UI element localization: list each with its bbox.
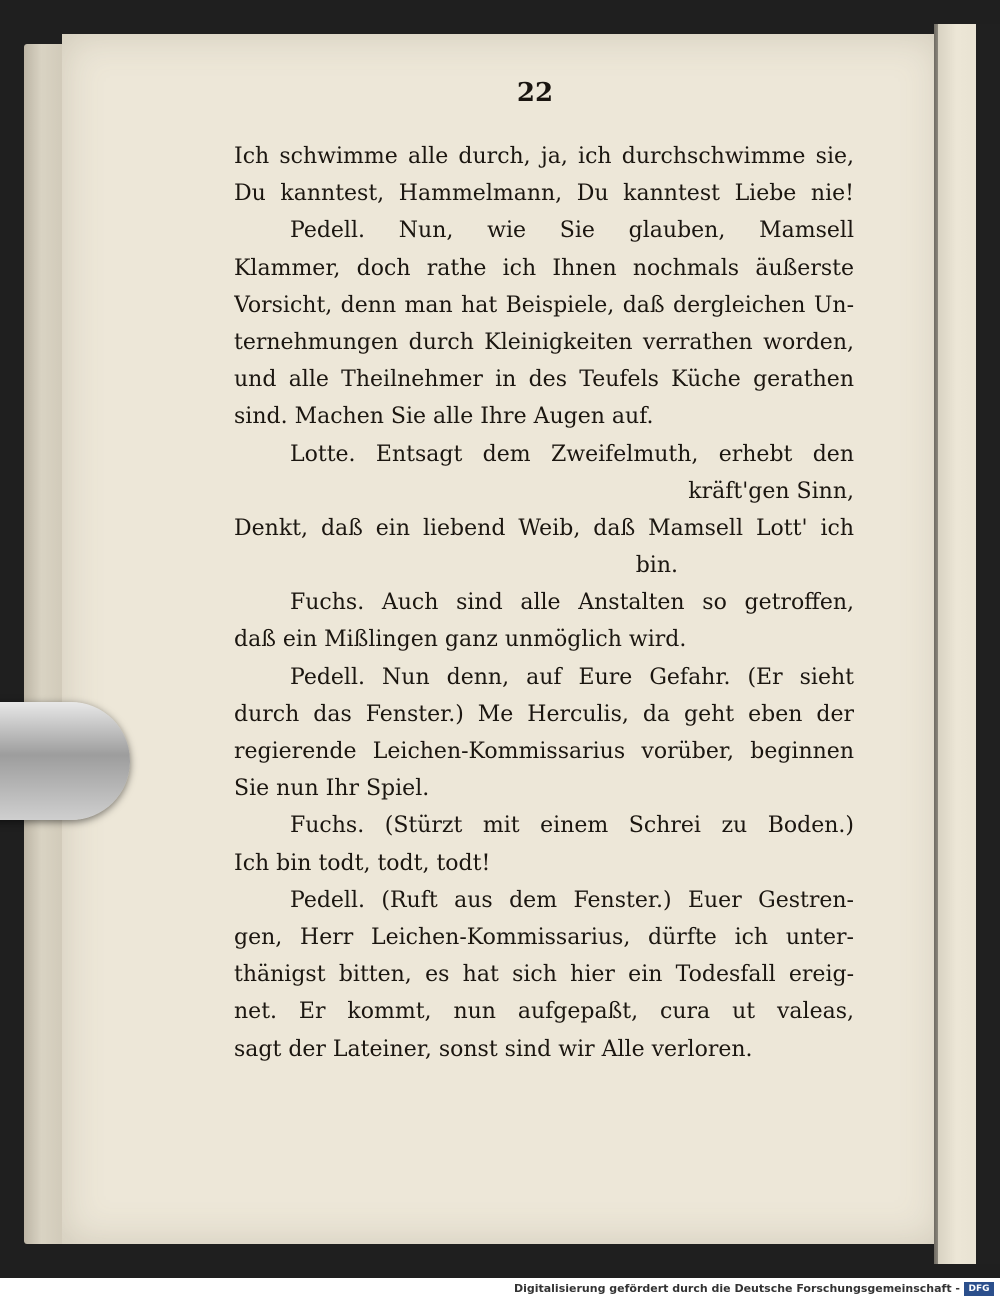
text-line: Pedell. (Ruft aus dem Fenster.) Euer Gestren-: [290, 887, 854, 913]
text-line: regierende Leichen-Kommissarius vorüber, beginnen: [234, 739, 854, 764]
text-line: Klammer, doch rathe ich Ihnen nochmals äußerste: [234, 255, 854, 281]
text-line: Ich bin todt, todt, todt!: [234, 850, 491, 876]
page-text: [234, 138, 854, 1068]
text-line: daß ein Mißlingen ganz unmöglich wird.: [234, 627, 687, 653]
text-line: Lotte. Entsagt dem Zweifelmuth, erhebt den: [290, 441, 854, 467]
text-line: sind. Machen Sie alle Ihre Augen auf.: [234, 404, 654, 430]
text-line: Pedell. Nun denn, auf Eure Gefahr. (Er sieht: [290, 664, 854, 690]
text-line: Fuchs. (Stürzt mit einem Schrei zu Boden.): [290, 813, 854, 839]
text-line: Fuchs. Auch sind alle Anstalten so getroffen,: [290, 590, 854, 616]
text-line: net. Er kommt, nun aufgepaßt, cura ut valeas,: [234, 999, 854, 1025]
text-line: thänigst bitten, es hat sich hier ein Todesfall ereig-: [234, 962, 854, 988]
page-number: 22: [516, 78, 554, 108]
text-line: gen, Herr Leichen-Kommissarius, dürfte ich unter-: [234, 924, 854, 950]
text-line: ternehmungen durch Kleinigkeiten verrathen worden,: [234, 329, 854, 355]
text-line: bin.: [635, 553, 678, 579]
text-line: durch das Fenster.) Me Herculis, da geht eben der: [234, 701, 854, 727]
funding-credit: Digitalisierung gefördert durch die Deutsche Forschungsgemeinschaft -: [513, 1282, 960, 1295]
dfg-logo: DFG: [964, 1282, 994, 1296]
text-line: sagt der Lateiner, sonst sind wir Alle verloren.: [234, 1036, 753, 1062]
scanner-border: [976, 24, 1000, 1264]
text-line: kräft'gen Sinn,: [688, 478, 854, 504]
text-line: und alle Theilnehmer in des Teufels Küche gerathen: [234, 367, 854, 393]
text-line: Sie nun Ihr Spiel.: [234, 776, 430, 802]
text-line: Ich schwimme alle durch, ja, ich durchschwimme sie,: [234, 144, 854, 169]
footer-bar: [0, 1280, 1000, 1299]
page-holder-clip: [0, 702, 130, 820]
text-line: Pedell. Nun, wie Sie glauben, Mamsell: [290, 218, 854, 244]
text-line: Denkt, daß ein liebend Weib, daß Mamsell Lott' ich: [234, 515, 854, 541]
text-line: Du kanntest, Hammelmann, Du kanntest Liebe nie!: [234, 181, 854, 207]
text-line: Vorsicht, denn man hat Beispiele, daß dergleichen Un-: [234, 292, 854, 318]
